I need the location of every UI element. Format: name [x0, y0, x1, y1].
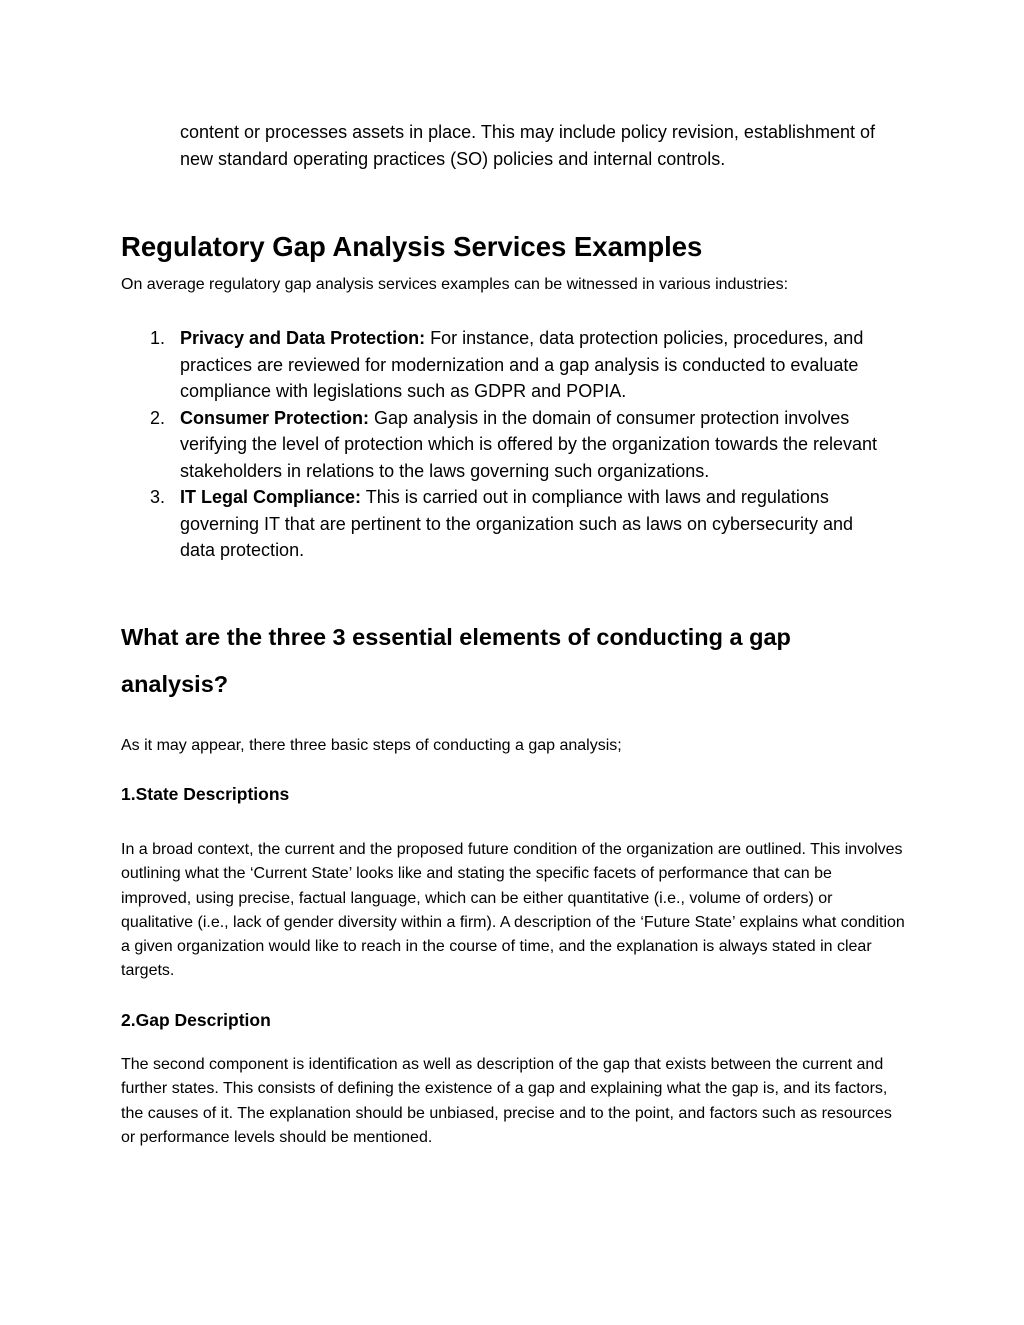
examples-list: [121, 325, 891, 564]
list-item-text: This is carried out in compliance with laws and regulations governing IT that are pertinent to the organization such as laws on cybersecurity and data protection.: [180, 487, 854, 560]
section2-intro-paragraph: As it may appear, there three basic steps of conducting a gap analysis;: [121, 737, 622, 754]
section-heading-regulatory-examples: Regulatory Gap Analysis Services Examples: [121, 231, 703, 262]
list-item-title: IT Legal Compliance:: [180, 487, 362, 507]
list-item-text: For instance, data protection policies, procedures, and practices are reviewed for modernization and a gap analysis is conducted to evaluate compliance with legislations such as GDPR and POPIA.: [180, 328, 864, 401]
step-paragraph-state-descriptions: In a broad context, the current and the proposed future condition of the organization are outlined. This involves outlining what the ‘Current State’ looks like and stating the specific facets of performance that can be improved, using precise, factual language, which can be either quantitative (i.e., volume of orders) or qualitative (i.e., lack of gender diversity within a firm). A description of the ‘Future State’ explains what condition a given organization would like to reach in the course of time, and the explanation is always stated in clear targets.: [121, 841, 905, 980]
list-item-title: Privacy and Data Protection:: [180, 328, 426, 348]
step-heading-gap-description: 2.Gap Description: [121, 1010, 271, 1030]
list-item-title: Consumer Protection:: [180, 407, 370, 428]
step-paragraph-gap-description: The second component is identification as well as description of the gap that exists between the current and further states. This consists of defining the existence of a gap and explaining what the gap is, and its factors, the causes of it. The explanation should be unbiased, precise and to the point, and factors such as resources or performance levels should be mentioned.: [121, 1056, 892, 1146]
section-heading-essential-elements: What are the three 3 essential elements of conducting a gap analysis?: [121, 624, 791, 697]
list-item: [121, 484, 891, 564]
list-item-number: 3.: [150, 487, 166, 507]
list-item-number: 2.: [150, 407, 166, 428]
list-item: [121, 325, 891, 405]
list-item: [121, 405, 891, 485]
section-intro-paragraph: On average regulatory gap analysis services examples can be witnessed in various industries:: [121, 276, 789, 293]
intro-continuation-paragraph: content or processes assets in place. This may include policy revision, establishment of new standard operating practices (SO) policies and internal controls.: [180, 122, 876, 169]
list-item-number: 1.: [150, 328, 166, 348]
list-item-text: Gap analysis in the domain of consumer protection involves verifying the level of protection which is offered by the organization towards the relevant stakeholders in relations to the laws governing such organizations.: [180, 407, 878, 481]
step-heading-state-descriptions: 1.State Descriptions: [121, 784, 290, 804]
